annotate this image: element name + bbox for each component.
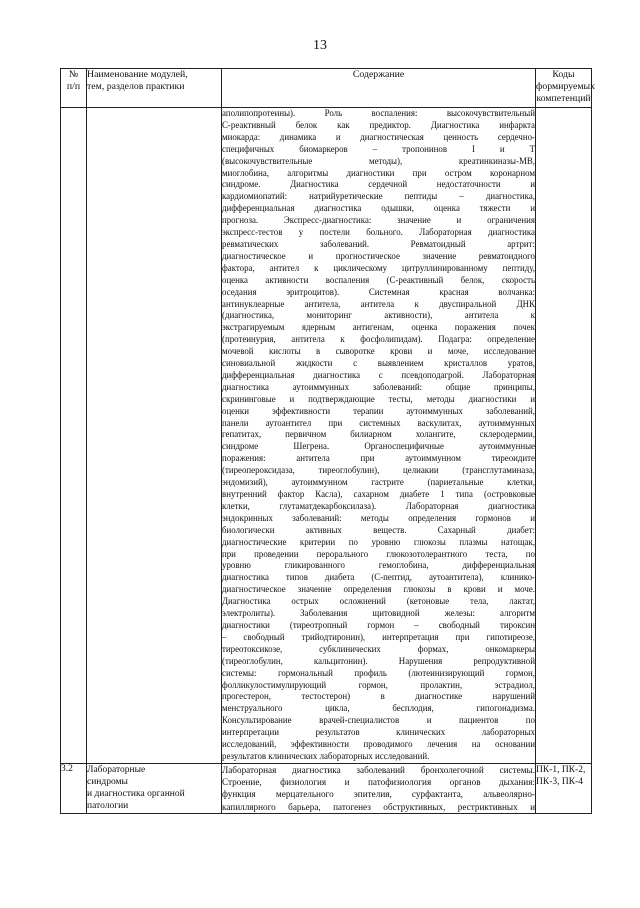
content-line: Консультирование врачей-специалистов и пациентов по bbox=[222, 715, 535, 726]
content-line: скрининговые и подтверждающие тесты, методы диагностики и bbox=[222, 393, 535, 404]
content-line: диагностики (тиреотропный гормон – свободный тироксин bbox=[222, 619, 535, 630]
table-header-row bbox=[61, 69, 592, 108]
content-line: (протеинурия, антитела к фосфолипидам). Подагра: определение bbox=[222, 334, 535, 345]
module-name bbox=[87, 108, 222, 764]
header-competence-codes: Коды формируемых компетенций bbox=[536, 69, 592, 108]
content-line: (тиреопероксидаза, тиреоглобулин), целиакии (трансглутаминаза, bbox=[222, 465, 535, 476]
content-line: диагностика аутоиммунных заболеваний: общие принципы, bbox=[222, 381, 535, 392]
content-line: биологически активных веществ. Сахарный диабет: bbox=[222, 524, 535, 535]
content-line: Строение, физиология и патофизиология органов дыхания: bbox=[222, 777, 535, 788]
content-line: синовиальной жидкости с выявлением кристаллов уратов, bbox=[222, 358, 535, 369]
content-line: дифференциальная диагностика одышки, оценка тяжести и bbox=[222, 203, 535, 214]
content-line: аполипопротеины). Роль воспаления: высокочувствительный bbox=[222, 108, 535, 118]
header-module-name: Наименование модулей, тем, разделов практики bbox=[87, 69, 222, 108]
content-line: ревматических заболеваний. Ревматоидный артрит: bbox=[222, 238, 535, 249]
content-line: фолликулостимулирующий гормон, пролактин, эстрадиол, bbox=[222, 679, 535, 690]
content-line: системы: гормональный профиль (лютеинизирующий гормон, bbox=[222, 667, 535, 678]
content-line: прогноза. Экспресс-диагностика: значение и ограничения bbox=[222, 215, 535, 226]
content-text bbox=[222, 108, 535, 763]
content-cell bbox=[222, 763, 536, 813]
content-line: капиллярного барьера, патогенез обструктивных, рестриктивных и bbox=[222, 801, 535, 812]
content-line: оценка активности воспаления (С-реактивный белок, скорость bbox=[222, 274, 535, 285]
content-line: фактора, антител к циклическому цитруллинированному пептиду, bbox=[222, 262, 535, 273]
content-line: диагностическое и прогностическое значение ревматоидного bbox=[222, 250, 535, 261]
content-line: Лабораторная диагностика заболеваний бронхолегочной системы. bbox=[222, 764, 535, 775]
practice-content-table bbox=[60, 68, 596, 814]
content-line: синдроме. Диагностика сердечной недостаточности и bbox=[222, 179, 535, 190]
content-line: оседания эритроцитов). Системная красная волчанка: bbox=[222, 286, 535, 297]
content-line: синдроме Шегрена. Органоспецифичные аутоиммунные bbox=[222, 441, 535, 452]
content-line: миоглобина, алгоритмы диагностики при остром коронарном bbox=[222, 167, 535, 178]
content-line: исследований, эффективности проводимого лечения на основании bbox=[222, 739, 535, 750]
content-line: (высокочувствительные методы), креатинкиназы-МВ, bbox=[222, 155, 535, 166]
content-line: экстрагируемым ядерным антигенам, оценка поражения почек bbox=[222, 322, 535, 333]
page-number: 13 bbox=[313, 38, 327, 53]
row-number: 3.2 bbox=[61, 763, 87, 813]
content-line: кардиомиопатий: натрийуретические пептиды – диагностика, bbox=[222, 191, 535, 202]
content-text bbox=[222, 764, 535, 813]
content-line: специфичных биомаркеров – тропонинов I и T bbox=[222, 143, 535, 154]
content-line: мочевой кислоты в сыворотке крови и моче, исследование bbox=[222, 346, 535, 357]
content-line: эндокринных заболеваний: методы определения гормонов и bbox=[222, 512, 535, 523]
content-line: менструального цикла, бесплодия, гипогонадизма. bbox=[222, 703, 535, 714]
content-line: прогестерон, тестостерон) в диагностике нарушений bbox=[222, 691, 535, 702]
content-line: интерпретации результатов клинических лабораторных bbox=[222, 727, 535, 738]
content-line: С-реактивный белок как предиктор. Диагностика инфаркта bbox=[222, 119, 535, 130]
content-line: эндомизий), аутоиммунном гастрите (париетальные клетки, bbox=[222, 477, 535, 488]
content-line: функция мерцательного эпителия, сурфактанта, альвеолярно- bbox=[222, 789, 535, 800]
content-line: поражения: антитела при аутоиммунном тиреоидите bbox=[222, 453, 535, 464]
content-line: клетки, глутаматдекарбоксилаза). Лабораторная диагностика bbox=[222, 500, 535, 511]
content-line: диагностическое значение определения глюкозы в крови и моче. bbox=[222, 584, 535, 595]
content-line: диагностические критерии по уровню глюкозы плазмы натощак, bbox=[222, 536, 535, 547]
content-line: миокарда: динамика и диагностическая ценность сердечно- bbox=[222, 131, 535, 142]
content-line: результатов клинических лабораторных исследований. bbox=[222, 750, 430, 761]
competence-codes: ПК-1, ПК-2, ПК-3, ПК-4 bbox=[536, 763, 592, 813]
content-line: (тиреоглобулин, кальцитонин). Нарушения репродуктивной bbox=[222, 655, 535, 666]
table-row bbox=[61, 763, 592, 813]
content-line: антинуклеарные антитела, антитела к двуспиральной ДНК bbox=[222, 298, 535, 309]
content-line: тиреотоксикозе, субклинических формах, онкомаркеры bbox=[222, 643, 535, 654]
content-line: электролиты). Заболевания щитовидной железы: алгоритм bbox=[222, 608, 535, 619]
content-line: панели аутоантител при системных васкулитах, аутоиммунных bbox=[222, 417, 535, 428]
content-line: оценки эффективности терапии аутоиммунных заболеваний, bbox=[222, 405, 535, 416]
content-line: внутренний фактор Касла), сахарном диабете 1 типа (островковые bbox=[222, 489, 535, 499]
header-number: № п/п bbox=[61, 69, 87, 108]
module-name: Лабораторные синдромы и диагностика органной патологии bbox=[87, 763, 222, 813]
content-line: (диагностика, мониторинг активности), антитела к bbox=[222, 310, 535, 321]
table-row bbox=[61, 108, 592, 764]
content-line: уровню гликированного гемоглобина, дифференциальная bbox=[222, 560, 535, 571]
content-line: при проведении перорального глюкозотолерантного теста, по bbox=[222, 548, 535, 559]
content-cell bbox=[222, 108, 536, 764]
content-line: – свободный трийодтиронин), интерпретация при гипотиреозе, bbox=[222, 631, 535, 642]
competence-codes bbox=[536, 108, 592, 764]
content-line: дифференциальная диагностика с псевдоподагрой. Лабораторная bbox=[222, 369, 535, 380]
content-line: гепатитах, первичном билиарном холангите, склеродермии, bbox=[222, 429, 535, 440]
row-number bbox=[61, 108, 87, 764]
content-line: диагностика типов диабета (С-пептид, аутоантитела), клинико- bbox=[222, 572, 535, 583]
content-line: экспресс-тестов у постели больного. Лабораторная диагностика bbox=[222, 227, 535, 238]
content-line: Диагностика острых осложнений (кетоновые тела, лактат, bbox=[222, 596, 535, 607]
header-content: Содержание bbox=[222, 69, 536, 108]
